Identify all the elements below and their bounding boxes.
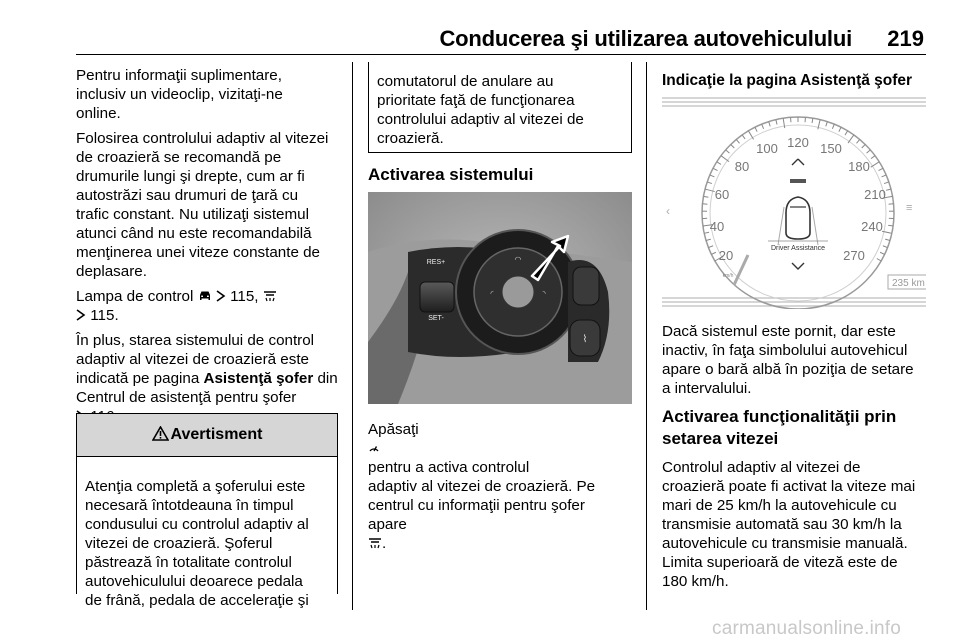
press-text-c: .	[382, 535, 387, 552]
paragraph-speed-limits: Controlul adaptiv al vitezei de croazieră poate fi activat la viteze mai mari de 25 km/h la autovehicule cu transmisie automată sau 30 km/h la autovehicule cu transmisie manuală. Limita superioară de viteză este de 180 km/h.	[662, 459, 916, 590]
steering-wheel-controls-image	[368, 192, 632, 404]
gauge-tick-270: 270	[843, 248, 865, 263]
svg-text:◜: ◜	[490, 289, 494, 298]
gauge-unit: km/h	[722, 273, 734, 279]
svg-text:◠: ◠	[514, 255, 522, 264]
da-text-a: În plus, starea sistemului de control adaptiv al vitezei de croazieră este indicată pe pagina	[76, 332, 315, 387]
driver-assistance-label: Driver Assistance	[770, 245, 826, 252]
column-2-text	[368, 420, 638, 559]
da-text-b: din Centrul de asistenţă pentru şofer	[76, 370, 338, 406]
warning-body: Atenţia completă a şoferului este necesară întotdeauna în timpul condusului cu controlul adaptiv al vitezei de croazieră. Şoferul păstrează în totalitate controlul autovehiculului deoarece pedala de frână, pedala de acceleraţie şi	[85, 478, 309, 609]
page-number: 219	[887, 26, 924, 51]
gauge-tick-20: 20	[718, 248, 734, 263]
page-ref-115-b: 115.	[90, 307, 119, 324]
driver-assistance-gauge-image	[662, 95, 926, 309]
cruise-lamp-icon	[263, 288, 277, 305]
warning-continuation-text: comutatorul de anulare au prioritate faţă de funcţionarea controlului adaptiv al vitezei de croazieră.	[377, 73, 584, 147]
gauge-tick-180: 180	[848, 159, 870, 174]
svg-text:≡: ≡	[906, 202, 913, 214]
paragraph-recommendation: Folosirea controlului adaptiv al vitezei de croazieră se recomandă pe drumurile lungi şi drepte, cum ar fi autostrăzi sau drumuri de ţară cu trafic constant. Nu utilizaţi sistemul atunci când nu este recomandabilă menţinerea unei viteze constante de deplasare.	[76, 130, 329, 280]
da-bold-term: Asistenţă şofer	[203, 370, 314, 387]
gauge-tick-240: 240	[861, 219, 883, 234]
set-minus-label: SET-	[428, 315, 444, 322]
svg-text:‹: ‹	[666, 204, 670, 218]
column-3-text	[662, 322, 934, 597]
column-divider-1	[352, 62, 353, 610]
column-1	[76, 66, 348, 432]
heading-driver-assistance-page: Indicaţie la pagina Asistenţă şofer	[662, 72, 913, 89]
column-3-heading	[662, 70, 932, 92]
page-ref-arrow-icon	[216, 288, 230, 305]
warning-continuation-box	[368, 62, 632, 153]
paragraph-control-lamp	[76, 287, 348, 325]
page-header	[0, 0, 960, 60]
gauge-tick-120: 120	[787, 135, 809, 150]
heading-activate-system: Activarea sistemului	[368, 165, 534, 184]
warning-box	[76, 413, 338, 609]
paragraph-press-to-activate	[368, 420, 638, 553]
odometer-readout: 235 km	[892, 278, 925, 289]
page-title: Conducerea şi utilizarea autovehiculului	[439, 26, 852, 51]
gauge-tick-mark	[888, 225, 893, 226]
paragraph-online-info: Pentru informaţii suplimentare, inclusiv un videoclip, vizitaţi-ne online.	[76, 67, 283, 122]
page-ref-115-a: 115,	[230, 288, 259, 305]
header-rule	[76, 54, 926, 55]
page-ref-arrow-icon	[76, 307, 90, 324]
gauge-tick-100: 100	[756, 141, 778, 156]
press-text-a: Apăsaţi	[368, 421, 419, 438]
res-plus-label: RES+	[426, 259, 446, 266]
car-lamp-icon	[198, 288, 216, 305]
gauge-tick-80: 80	[734, 159, 750, 174]
gauge-tick-60: 60	[714, 187, 730, 202]
gauge-tick-150: 150	[820, 141, 842, 156]
gauge-tick-40: 40	[709, 219, 725, 234]
warning-triangle-icon	[152, 426, 169, 444]
paragraph-inactive-bar: Dacă sistemul este pornit, dar este inactiv, în faţa simbolului autovehicul apare o bară albă în poziţia de setare a intervalului.	[662, 323, 914, 397]
heading-activate-by-speed: Activarea funcţionalităţii prin setarea vitezei	[662, 407, 897, 448]
watermark: carmanualsonline.info	[712, 618, 902, 639]
warning-title: Avertisment	[170, 426, 263, 443]
gauge-tick-210: 210	[864, 187, 886, 202]
press-text-b: pentru a activa controlul adaptiv al vitezei de croazieră. Pe centrul cu informaţii pentru şofer apare	[368, 459, 596, 533]
column-2	[368, 164, 638, 186]
paragraph-driver-assistance	[76, 331, 348, 426]
svg-text:⌇: ⌇	[582, 334, 588, 345]
cruise-lamp-icon	[368, 535, 382, 552]
warning-header	[77, 414, 337, 457]
svg-text:◝: ◝	[542, 289, 546, 298]
column-divider-2	[646, 62, 647, 610]
cruise-switch-icon	[368, 440, 380, 457]
control-lamp-text: Lampa de control	[76, 288, 194, 305]
